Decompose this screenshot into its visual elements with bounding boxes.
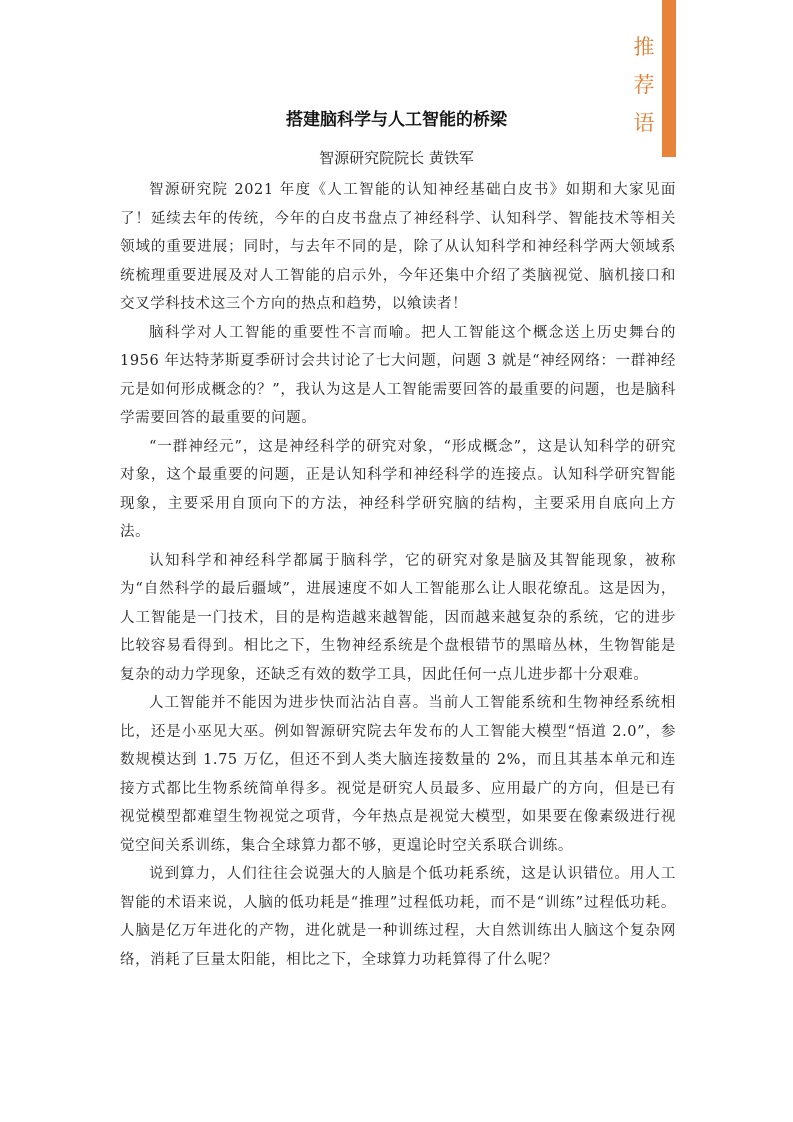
side-label-char: 语 [633,111,655,135]
paragraph: “一群神经元”，这是神经科学的研究对象，“形成概念”，这是认知科学的研究对象，这个最重要的问题，正是认知科学和神经科学的连接点。认知科学研究智能现象，主要采用自顶向下的方法，神经科学研究脑的结构，主要采用自底向上方法。 [120,438,676,540]
paragraph: 智源研究院 2021 年度《人工智能的认知神经基础白皮书》如期和大家见面了！延续去年的传统，今年的白皮书盘点了神经科学、认知科学、智能技术等相关领域的重要进展；同时，与去年不同的是，除了从认知科学和神经科学两大领域系统梳理重要进展及对人工智能的启示外，今年还集中介绍了类脑视觉、脑机接口和交叉学科技术这三个方向的热点和趋势，以飨读者！ [120,182,676,312]
paragraph: 脑科学对人工智能的重要性不言而喻。把人工智能这个概念送上历史舞台的 1956 年达特茅斯夏季研讨会共讨论了七大问题，问题 3 就是“神经网络：一群神经元是如何形成概念的？”，我认为这是人工智能需要回答的最重要的问题，也是脑科学需要回答的最重要的问题。 [120,324,676,426]
page-title: 搭建脑科学与人工智能的桥梁 [286,110,507,130]
side-accent-bar [662,0,676,157]
paragraph: 认知科学和神经科学都属于脑科学，它的研究对象是脑及其智能现象，被称为“自然科学的最后疆域”，进展速度不如人工智能那么让人眼花缭乱。这是因为，人工智能是一门技术，目的是构造越来越智能，因而越来越复杂的系统，它的进步比较容易看得到。相比之下，生物神经系统是个盘根错节的黑暗丛林，生物智能是复杂的动力学现象，还缺乏有效的数学工具，因此任何一点儿进步都十分艰难。 [120,552,676,683]
author-byline: 智源研究院院长 黄铁军 [319,149,474,167]
body-text [120,176,676,974]
paragraph: 人工智能并不能因为进步快而沾沾自喜。当前人工智能系统和生物神经系统相比，还是小巫见大巫。例如智源研究院去年发布的人工智能大模型“悟道 2.0”，参数规模达到 1.75 万亿，但还不到人类大脑连接数量的 2%，而且其基本单元和连接方式都比生物系统简单得多。视觉是研究人员最多、应用最广的方向，但是已有视觉模型都难望生物视觉之项背，今年热点是视觉大模型，如果要在像素级进行视觉空间关系训练，集合全球算力都不够，更遑论时空关系联合训练。 [120,695,676,854]
side-label-char: 荐 [633,73,655,97]
paragraph: 说到算力，人们往往会说强大的人脑是个低功耗系统，这是认识错位。用人工智能的术语来说，人脑的低功耗是“推理”过程低功耗，而不是“训练”过程低功耗。人脑是亿万年进化的产物，进化就是一种训练过程，大自然训练出人脑这个复杂网络，消耗了巨量太阳能，相比之下，全球算力功耗算得了什么呢？ [120,866,676,968]
side-label-char: 推 [633,35,655,59]
